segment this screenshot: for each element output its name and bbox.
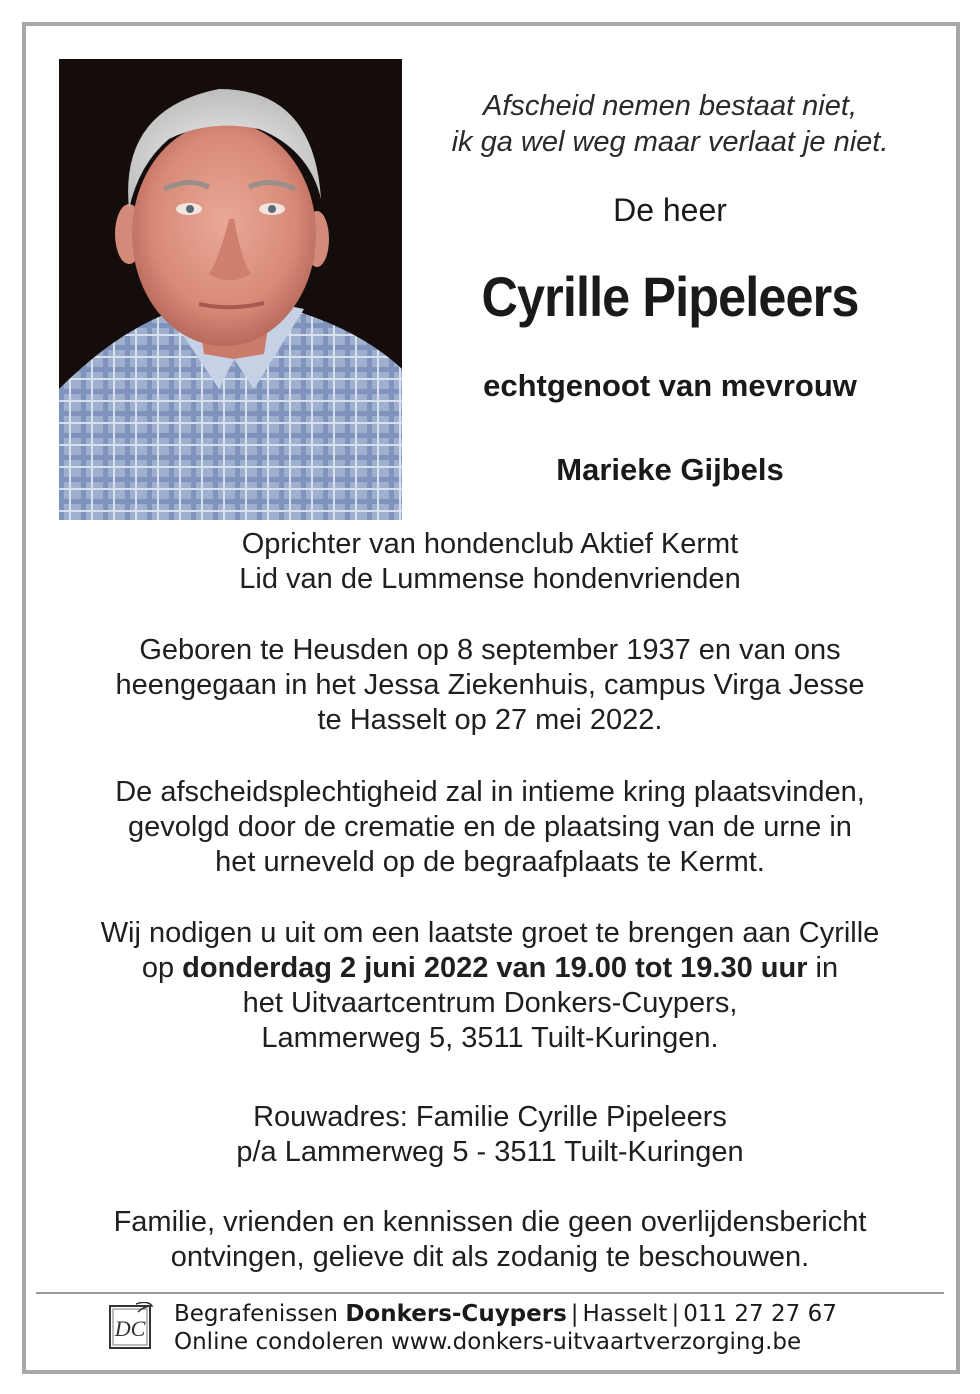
footer-phone: 011 27 27 67 (683, 1301, 837, 1327)
honorific: De heer (613, 192, 727, 228)
footer-separator-2: | (671, 1301, 680, 1327)
visitation-prefix: op (141, 952, 183, 984)
footer-company-name: Donkers-Cuypers (345, 1301, 567, 1327)
quote (420, 88, 920, 160)
life-paragraph (40, 633, 940, 738)
address-line-1: Rouwadres: Familie Cyrille Pipeleers (253, 1101, 727, 1133)
portrait-photo (59, 59, 402, 520)
roles-line-1: Oprichter van hondenclub Aktief Kermt (241, 528, 739, 560)
roles-paragraph (40, 527, 940, 597)
address-line-2: p/a Lammerweg 5 - 3511 Tuilt-Kuringen (236, 1136, 744, 1168)
life-line-1: Geboren te Heusden op 8 september 1937 en van ons (139, 634, 841, 666)
notice-line-1: Familie, vrienden en kennissen die geen overlijdensbericht (113, 1206, 867, 1238)
footer-separator-1: | (570, 1301, 579, 1327)
notice-line-2: ontvingen, gelieve dit als zodanig te beschouwen. (170, 1241, 810, 1273)
address-paragraph (40, 1100, 940, 1170)
deceased-name: Cyrille Pipeleers (481, 265, 859, 328)
ceremony-line-2: gevolgd door de crematie en de plaatsing van de urne in (128, 811, 852, 843)
footer-condolence-line: Online condoleren www.donkers-uitvaartverzorging.be (174, 1329, 802, 1355)
portrait-image (59, 59, 402, 520)
logo-lettering: DC (114, 1316, 146, 1341)
visitation-paragraph (40, 916, 940, 1056)
life-line-3: te Hasselt op 27 mei 2022. (317, 704, 663, 736)
spouse-label: echtgenoot van mevrouw (483, 368, 857, 403)
footer-city: Hasselt (582, 1301, 668, 1327)
quote-line-2: ik ga wel weg maar verlaat je niet. (451, 126, 889, 158)
visitation-line-1: Wij nodigen u uit om een laatste groet te brengen aan Cyrille (100, 917, 880, 949)
visitation-line-4: Lammerweg 5, 3511 Tuilt-Kuringen. (261, 1022, 719, 1054)
spouse-name: Marieke Gijbels (556, 452, 784, 487)
ceremony-line-1: De afscheidsplechtigheid zal in intieme kring plaatsvinden, (115, 776, 865, 808)
ceremony-paragraph (40, 775, 940, 880)
roles-line-2: Lid van de Lummense hondenvrienden (239, 563, 741, 595)
quote-line-1: Afscheid nemen bestaat niet, (482, 90, 857, 122)
ceremony-line-3: het urneveld op de begraafplaats te Kermt. (215, 846, 765, 878)
visitation-line-3: het Uitvaartcentrum Donkers-Cuypers, (242, 987, 738, 1019)
footer-divider (36, 1292, 944, 1294)
visitation-datetime: donderdag 2 juni 2022 van 19.00 tot 19.30 uur (182, 952, 808, 984)
footer-company-prefix: Begrafenissen (174, 1301, 346, 1327)
life-line-2: heengegaan in het Jessa Ziekenhuis, campus Virga Jesse (115, 669, 865, 701)
notice-paragraph (40, 1205, 940, 1275)
footer-company-line (174, 1300, 837, 1328)
funeral-home-logo-icon (108, 1302, 154, 1352)
visitation-line-2 (40, 951, 940, 986)
visitation-suffix: in (807, 952, 839, 984)
